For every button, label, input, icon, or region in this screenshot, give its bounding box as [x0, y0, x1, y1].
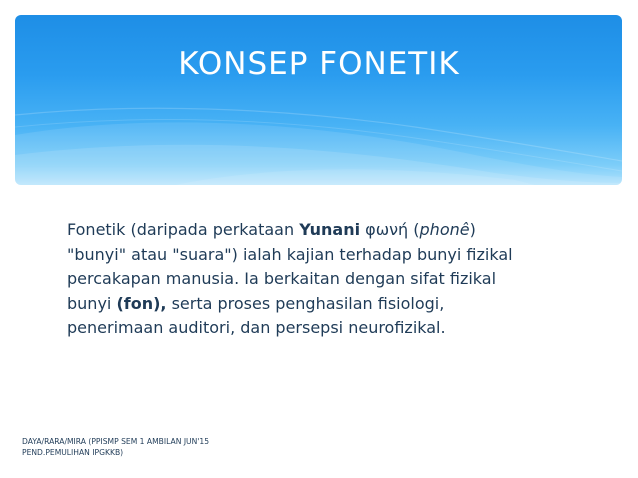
paragraph-text-2: φωνή ( — [360, 220, 420, 239]
footer-line-2: PEND.PEMULIHAN IPGKKB) — [22, 448, 124, 457]
definition-paragraph — [67, 218, 577, 341]
paragraph-text-4: serta proses penghasilan fisiologi, penerimaan auditori, dan persepsi neurofizikal. — [67, 293, 446, 338]
paragraph-text-3: ) "bunyi" atau "suara") ialah kajian terhadap bunyi fizikal percakapan manusia. Ia berkaitan dengan sifat fizikal bunyi — [67, 220, 513, 313]
footer-line-1: DAYA/RARA/MIRA (PPISMP SEM 1 AMBILAN JUN'15 — [22, 437, 210, 446]
title-banner — [15, 15, 622, 185]
term-phone: phonê — [419, 220, 470, 239]
paragraph-text-1: Fonetik (daripada perkataan — [67, 220, 300, 239]
slide-footer — [22, 436, 209, 458]
term-yunani: Yunani — [299, 220, 361, 239]
term-fon: (fon), — [116, 293, 167, 313]
banner-wave-decoration — [15, 15, 622, 185]
slide-title: KONSEP FONETIK — [178, 46, 460, 82]
